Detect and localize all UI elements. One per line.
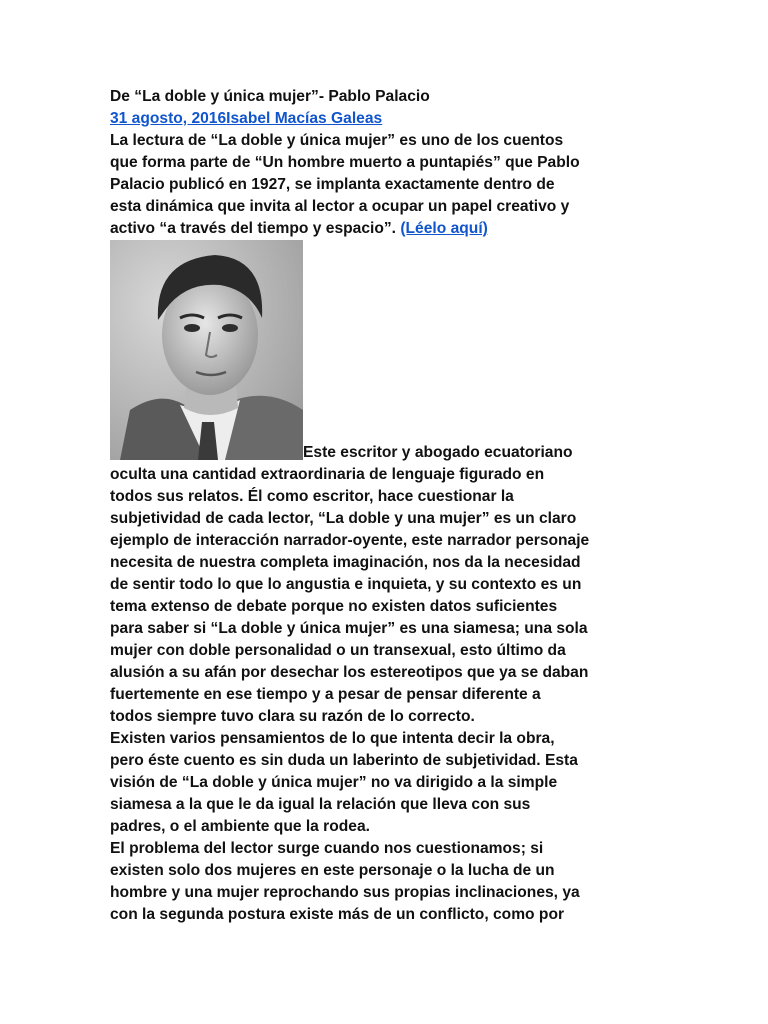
article-title: De “La doble y única mujer”- Pablo Palacio <box>110 88 430 105</box>
text-line: siamesa a la que le da igual la relación que lleva con sus <box>110 796 531 813</box>
text-line: todos sus relatos. Él como escritor, hace cuestionar la <box>110 488 514 505</box>
text-line: La lectura de “La doble y única mujer” es uno de los cuentos <box>110 132 564 149</box>
text-line: Palacio publicó en 1927, se implanta exactamente dentro de <box>110 176 555 193</box>
read-here-link[interactable]: (Léelo aquí) <box>400 220 488 237</box>
text-line: que forma parte de “Un hombre muerto a puntapiés” que Pablo <box>110 154 580 171</box>
text-line: esta dinámica que invita al lector a ocupar un papel creativo y <box>110 198 570 215</box>
author-portrait-photo <box>110 240 303 460</box>
text-line: fuertemente en ese tiempo y a pesar de pensar diferente a <box>110 686 541 703</box>
text-line: Existen varios pensamientos de lo que intenta decir la obra, <box>110 730 555 747</box>
body-paragraphs <box>110 464 670 926</box>
text-line: todos siempre tuvo clara su razón de lo correcto. <box>110 708 475 725</box>
document-page <box>110 86 670 926</box>
text-line: subjetividad de cada lector, “La doble y una mujer” es un claro <box>110 510 577 527</box>
photo-row <box>110 240 670 460</box>
text-line: necesita de nuestra completa imaginación, nos da la necesidad <box>110 554 581 571</box>
byline <box>110 108 670 130</box>
text-line: pero éste cuento es sin duda un laberinto de subjetividad. Esta <box>110 752 578 769</box>
portrait-image <box>110 240 303 460</box>
text-line: visión de “La doble y única mujer” no va dirigido a la simple <box>110 774 558 791</box>
text-line: padres, o el ambiente que la rodea. <box>110 818 370 835</box>
intro-last-text: activo “a través del tiempo y espacio”. <box>110 220 401 237</box>
text-line: de sentir todo lo que lo angustia e inquieta, y su contexto es un <box>110 576 582 593</box>
text-line: mujer con doble personalidad o un transexual, esto último da <box>110 642 566 659</box>
text-line: para saber si “La doble y única mujer” es una siamesa; una sola <box>110 620 588 637</box>
text-line: tema extenso de debate porque no existen datos suficientes <box>110 598 558 615</box>
text-line: oculta una cantidad extraordinaria de lenguaje figurado en <box>110 466 545 483</box>
text-line: El problema del lector surge cuando nos cuestionamos; si <box>110 840 544 857</box>
text-line: existen solo dos mujeres en este personaje o la lucha de un <box>110 862 555 879</box>
text-line: alusión a su afán por desechar los estereotipos que ya se daban <box>110 664 589 681</box>
text-line <box>110 218 670 240</box>
text-line: ejemplo de interacción narrador-oyente, este narrador personaje <box>110 532 590 549</box>
text-line: hombre y una mujer reprochando sus propias inclinaciones, ya <box>110 884 580 901</box>
date-link[interactable]: 31 agosto, 2016 <box>110 110 227 127</box>
intro-paragraph <box>110 130 670 240</box>
text-line: con la segunda postura existe más de un conflicto, como por <box>110 906 565 923</box>
photo-caption-text: Este escritor y abogado ecuatoriano <box>303 444 573 461</box>
author-link[interactable]: Isabel Macías Galeas <box>226 110 383 127</box>
